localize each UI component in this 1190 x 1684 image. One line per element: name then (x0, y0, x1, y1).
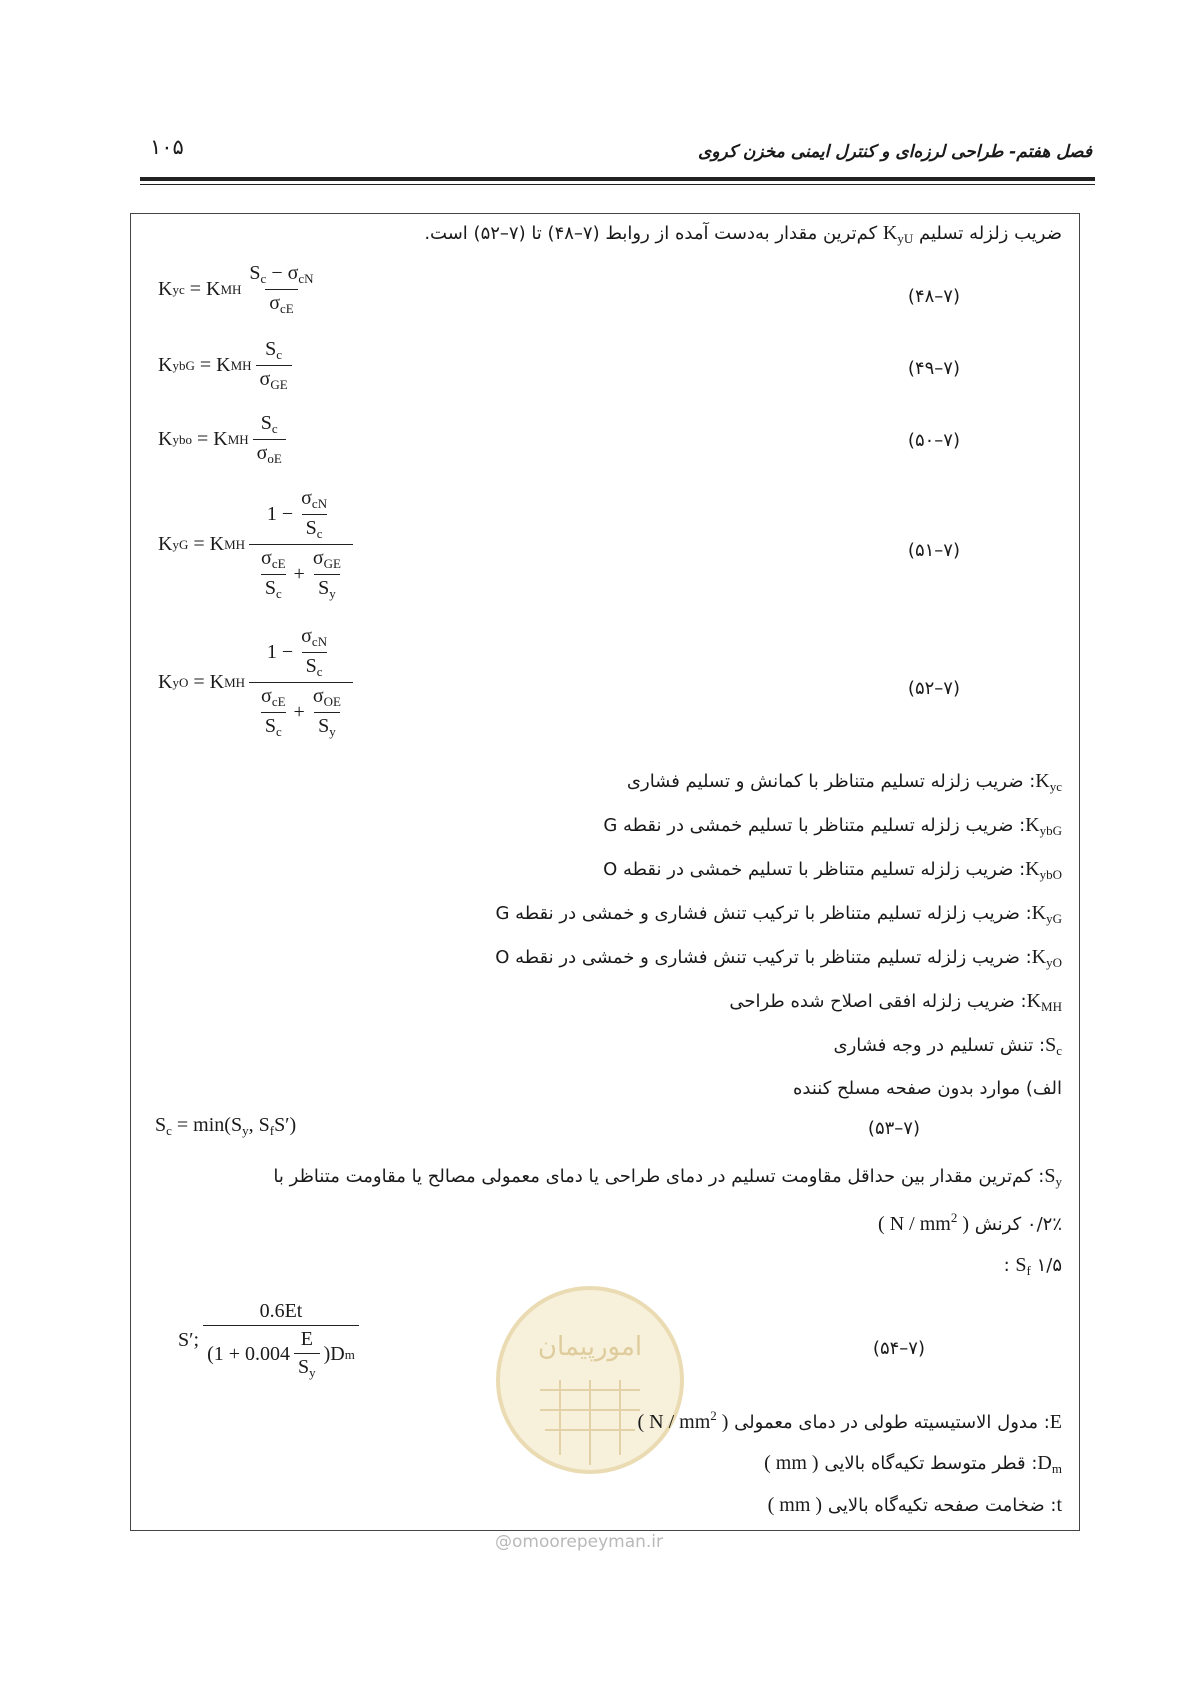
definition-sf: $S_f$ ۱/۵ : (1003, 1254, 1062, 1278)
equation-number-54: (۷–۵۴) (872, 1338, 925, 1359)
definition-sy-continued: ۰/۲٪ کرنش ( N / $mm^2$ ) (878, 1210, 1062, 1235)
equation-number-49: (۷–۴۹) (907, 358, 960, 379)
intro-text-before: ضریب زلزله تسلیم (918, 223, 1062, 244)
intro-paragraph (424, 222, 1062, 247)
case-a-heading: الف) موارد بدون صفحه مسلح کننده (792, 1078, 1062, 1099)
watermark-logo-text: امورپیمان (537, 1332, 643, 1362)
fraction: $\frac{S_c - \sigma_{cN}}{\sigma_{cE}}$ (249, 262, 314, 316)
definition-kybo: $K_{ybO}$: ضریب زلزله تسلیم متناظر با تسلیم خمشی در نقطه O (603, 858, 1062, 882)
header-rule-thick (140, 177, 1095, 181)
compound-fraction: 1 − $\frac{\sigma_{cN}}{S_c}$ $\frac{\sigma_{cE}}{S_c}$ + $\frac{\sigma_{OE}}{S_y}$ (249, 625, 353, 740)
equation-number-52: (۷–۵۲) (907, 678, 960, 699)
watermark-url: @omoorepeyman.ir (495, 1532, 664, 1552)
equation-48: K yc = K MH $\frac{S_c - \sigma_{cN}}{\sigma_{cE}}$ (158, 262, 322, 317)
intro-symbol: $K_{yU}$ (882, 222, 914, 246)
definition-kybg: $K_{ybG}$: ضریب زلزله تسلیم متناظر با تسلیم خمشی در نقطه G (603, 814, 1062, 838)
fraction: 0.6Et (1 + 0.004 $\frac{E}{S_y}$ )D m (203, 1300, 359, 1381)
watermark-logo (490, 1280, 690, 1480)
fraction: $\frac{S_c}{\sigma_{GE}}$ (256, 338, 292, 393)
running-title: فصل هفتم- طراحی لرزه‌ای و کنترل ایمنی مخزن کروی (698, 142, 1092, 162)
header-rule-thin (140, 184, 1095, 185)
definition-sc: $S_c$: تنش تسلیم در وجه فشاری (833, 1034, 1062, 1058)
definition-kmh: $K_{MH}$: ضریب زلزله افقی اصلاح شده طراحی (729, 990, 1062, 1014)
definition-sy: $S_y$: کم‌ترین مقدار بین حداقل مقاومت تسلیم در دمای طراحی یا دمای معمولی مصالح یا مقاومت متناظر با (273, 1165, 1062, 1189)
equation-54: S′; 0.6Et (1 + 0.004 $\frac{E}{S_y}$ )D m (178, 1300, 363, 1381)
equation-number-50: (۷–۵۰) (907, 430, 960, 451)
equation-53: $S_c = \min(S_y$, $S_fS'$) (155, 1114, 297, 1138)
equation-number-53: (۷–۵۳) (867, 1118, 920, 1139)
intro-text-after: کم‌ترین مقدار به‌دست آمده از روابط (۷–۴۸) تا (۷–۵۲) است. (424, 223, 878, 244)
equation-52: K yO = K MH 1 − $\frac{\sigma_{cN}}{S_c}$ $\frac{\sigma_{cE}}{S_c}$ + $\frac{\sigma_{OE}}{S_y}$ (158, 625, 357, 740)
definition-e: E: مدول الاستیسیته طولی در دمای معمولی ( N / $mm^2$ ) (637, 1408, 1062, 1433)
equation-number-48: (۷–۴۸) (907, 286, 960, 307)
definition-t: t: ضخامت صفحه تکیه‌گاه بالایی ( mm ) (767, 1494, 1062, 1516)
compound-fraction: 1 − $\frac{\sigma_{cN}}{S_c}$ $\frac{\sigma_{cE}}{S_c}$ + $\frac{\sigma_{GE}}{S_y}$ (249, 487, 353, 602)
fraction: $\frac{S_c}{\sigma_{oE}}$ (253, 412, 286, 467)
equation-50: K ybo = K MH $\frac{S_c}{\sigma_{oE}}$ (158, 412, 290, 467)
definition-kyg: $K_{yG}$: ضریب زلزله تسلیم متناظر با ترکیب تنش فشاری و خمشی در نقطه G (495, 902, 1062, 926)
definition-kyo: $K_{yO}$: ضریب زلزله تسلیم متناظر با ترکیب تنش فشاری و خمشی در نقطه O (495, 946, 1062, 970)
page-number: ۱۰۵ (150, 135, 184, 159)
definition-kyc: $K_{yc}$: ضریب زلزله تسلیم متناظر با کمانش و تسلیم فشاری (626, 770, 1062, 794)
equation-number-51: (۷–۵۱) (907, 540, 960, 561)
equation-51: K yG = K MH 1 − $\frac{\sigma_{cN}}{S_c}$ $\frac{\sigma_{cE}}{S_c}$ + $\frac{\sigma_{GE}}{S_y}$ (158, 487, 357, 602)
definition-dm: $D_m$: قطر متوسط تکیه‌گاه بالایی ( mm ) (764, 1452, 1062, 1476)
equation-49: K ybG = K MH $\frac{S_c}{\sigma_{GE}}$ (158, 338, 296, 393)
